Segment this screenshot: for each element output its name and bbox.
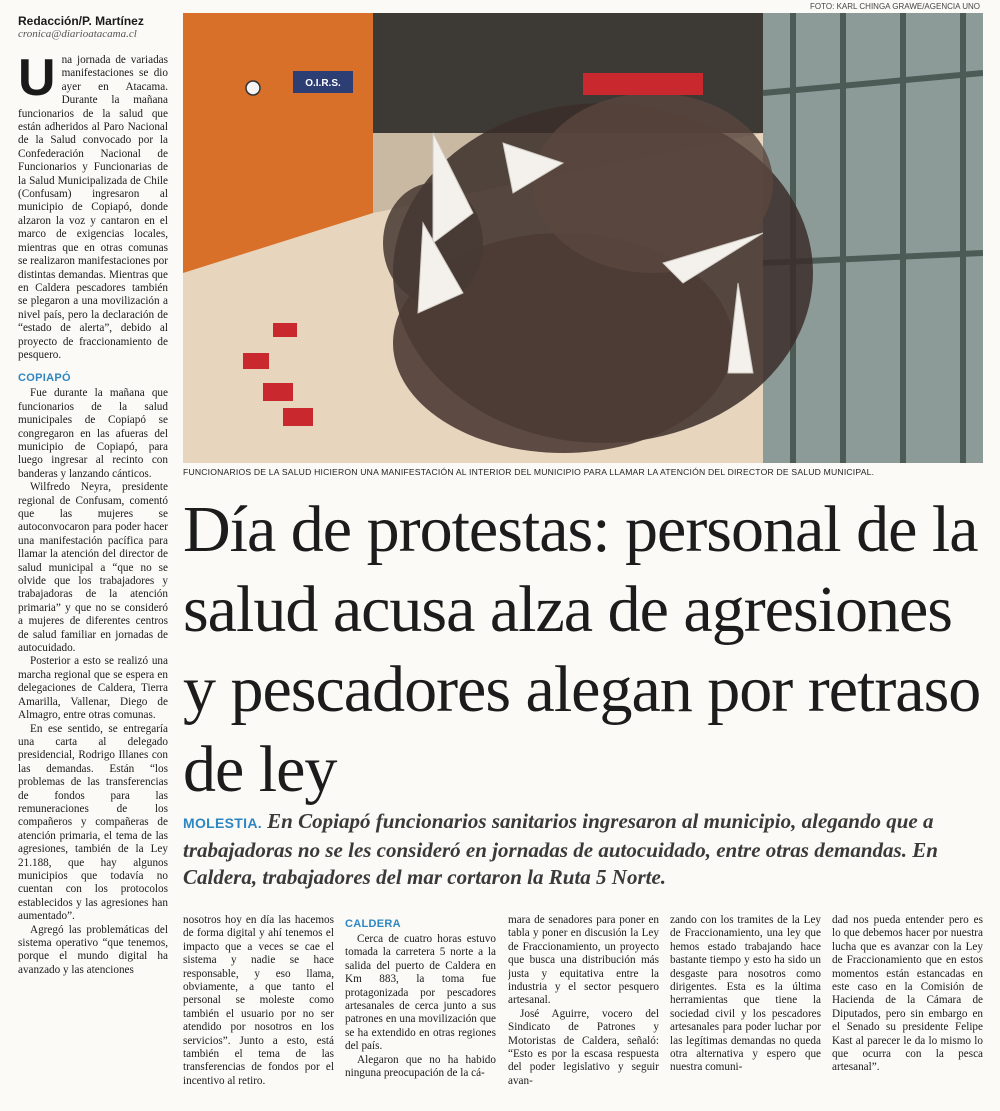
body-paragraph: zando con los tramites de la Ley de Fraccionamiento, una ley que hemos estado trabajando hace bastante tiempo y esto ha sido un desgaste para nosotros como dirigentes. Esta es la última herramientas que tiene la sociedad civil y los pescadores artesanales para poder luchar por las legítimas demandas no queda otra alternativa y espero que nuestra comuni- bbox=[670, 914, 821, 1074]
body-paragraph: Fue durante la mañana que funcionarios de la salud municipales de Copiapó se congregaron en las afueras del municipio de Copiapó, para luego ingresar al recinto con banderas y lanzando cánticos. bbox=[18, 387, 168, 480]
dropcap-letter: U bbox=[18, 49, 56, 107]
deck bbox=[183, 808, 983, 891]
article-column-2 bbox=[345, 914, 496, 1104]
body-paragraph: José Aguirre, vocero del Sindicato de Patrones y Motoristas de Caldera, señaló: “Esto es por la escasa respuesta del poder legislativo y seguir avan- bbox=[508, 1007, 659, 1087]
news-photo bbox=[183, 13, 983, 463]
deck-text: En Copiapó funcionarios sanitarios ingresaron al municipio, alegando que a trabajadoras no se les consideró en jornadas de autocuidado, entre otras demandas. En Caldera, trabajadores del mar cortaron la Ruta 5 Norte. bbox=[183, 809, 938, 889]
article-column-3 bbox=[508, 914, 659, 1104]
photo-credit: FOTO: KARL CHINGA GRAWE/AGENCIA UNO bbox=[810, 2, 980, 11]
left-column bbox=[18, 14, 168, 1104]
body-paragraph: En ese sentido, se entregaría una carta al delegado presidencial, Rodrigo Illanes con las demandas. Están “los problemas de las transferencias de fondos para las remuneraciones de los compañeros y compañeras de atención primaria, el tema de las agresiones, también de la Ley 21.188, que hay algunos municipios que todavía no cuentan con los protocolos establecidos y las agresiones han aumentado”. bbox=[18, 722, 168, 923]
headline: Día de protestas: personal de la salud acusa alza de agresiones y pescadores alegan por retraso de ley bbox=[183, 493, 981, 806]
deck-label: MOLESTIA. bbox=[183, 815, 262, 831]
body-paragraph: Posterior a esto se realizó una marcha regional que se espera en delegaciones de Caldera, Tierra Amarilla, Vallenar, Diego de Almagro, entre otras comunas. bbox=[18, 655, 168, 722]
body-paragraph: nosotros hoy en día las hacemos de forma digital y ahí tenemos el impacto que a veces se cae el sistema y nadie se hace responsable, y eso llama, obviamente, a que tanto el personal se moleste como también el usuario por no ser atendido por nosotros en los servicios”. Junto a esto, está también el tema de las transferencias de fondos por el incentivo al retiro. bbox=[183, 914, 334, 1087]
clock-icon bbox=[246, 81, 260, 95]
body-paragraph: Alegaron que no ha habido ninguna preocupación de la cá- bbox=[345, 1053, 496, 1080]
section-head-copiapo: COPIAPÓ bbox=[18, 372, 71, 385]
body-paragraph: dad nos pueda entender pero es lo que debemos hacer por nuestra lucha que es avanzar con la Ley de Fraccionamiento que en estos momentos están estancadas en este caso en la Comisión de Hacienda de la Cámara de Diputados, pero sin embargo en el Senado su presidente Felipe Kast al parecer le da lo mismo lo que ocurra con la pesca artesanal”. bbox=[832, 914, 983, 1074]
body-paragraph: mara de senadores para poner en tabla y poner en discusión la Ley de Fraccionamiento, un proyecto que busca una distribución más justa y equitativa entre la industria y el sector pesquero artesanal. bbox=[508, 914, 659, 1007]
intro-paragraph: na jornada de variadas manifestaciones se dio ayer en Atacama. Durante la mañana funcionarios de la salud que están adheridos al Paro Nacional de la Salud convocado por la Confederación Nacional de Funcionarios y Funcionarias de la Salud Municipalizada de Chile (Confusam) ingresaron al municipio de Copiapó, donde alzaron la voz y cantaron en el marco de exigencias locales, mientras que en otras comunas se realizaron manifestaciones por distintas demandas. Mientras que en Caldera pescadores también se plegaron a una movilización a nivel país, pero la declaración de “estado de alerta”, debido al proyecto de fraccionamiento de pesquero. bbox=[18, 54, 168, 361]
byline-author: Redacción/P. Martínez bbox=[18, 14, 144, 28]
photo-sign-text: O.I.R.S. bbox=[305, 78, 341, 89]
photo-illustration bbox=[183, 13, 983, 463]
body-paragraph: Agregó las problemáticas del sistema operativo “que tenemos, porque el mundo digital ha avanzado y las atenciones bbox=[18, 923, 168, 976]
article-column-4 bbox=[670, 914, 821, 1104]
byline-email: cronica@diarioatacama.cl bbox=[18, 28, 137, 40]
photo-caption: FUNCIONARIOS DE LA SALUD HICIERON UNA MANIFESTACIÓN AL INTERIOR DEL MUNICIPIO PARA LLAMAR LA ATENCIÓN DEL DIRECTOR DE SALUD MUNICIPAL. bbox=[183, 467, 875, 477]
article-column-1 bbox=[183, 914, 334, 1104]
article-intro bbox=[18, 49, 168, 362]
copiapo-body bbox=[18, 387, 168, 977]
article-column-5 bbox=[832, 914, 983, 1104]
section-head-caldera: CALDERA bbox=[345, 918, 401, 930]
body-paragraph: Cerca de cuatro horas estuvo tomada la carretera 5 norte a la salida del puerto de Caldera en Km 883, la toma fue protagonizada por pescadores artesanales de cerca junto a sus patrones en una movilización que se ha extendido en otras regiones del país. bbox=[345, 933, 496, 1053]
body-paragraph: Wilfredo Neyra, presidente regional de Confusam, comentó que las mujeres se autoconvocaron para poder hacer una manifestación pacífica para llamar la atención del director de salud municipal a “que no se olvide que los trabajadores y trabajadoras de la atención primaria” y que no se consideró a mujeres de diferentes centros de salud familiar en jornadas de autocuidado. bbox=[18, 481, 168, 655]
